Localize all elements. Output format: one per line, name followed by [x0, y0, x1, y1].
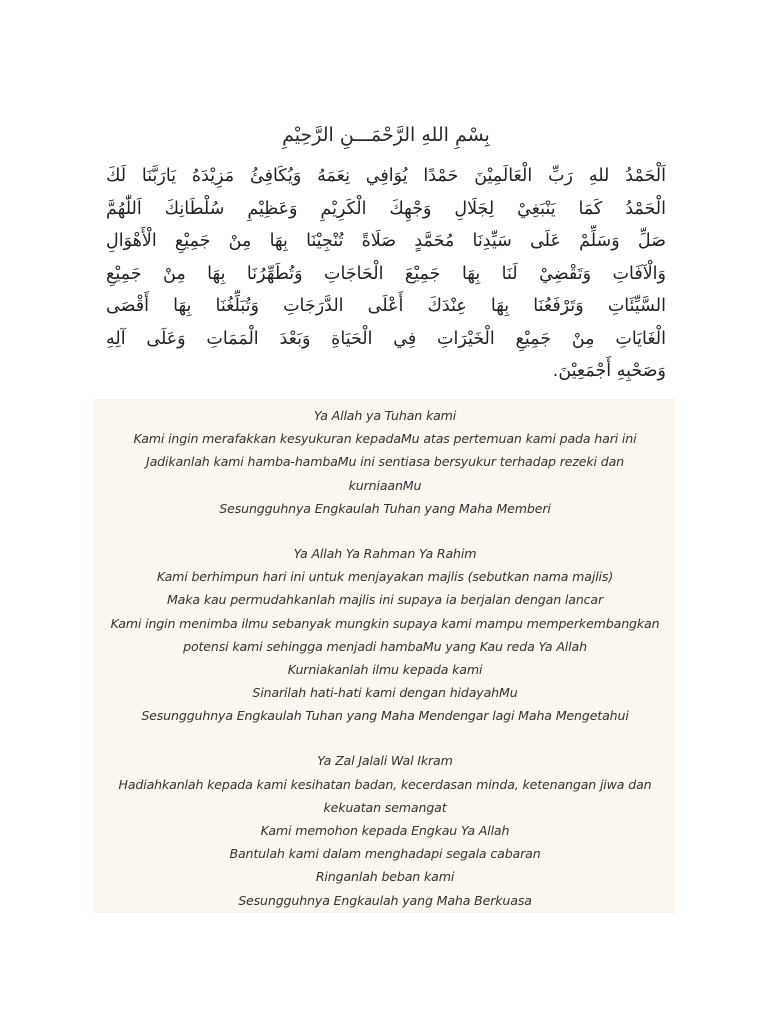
arabic-line: صَلِّ وَسَلِّمْ عَلَى سَيِّدِنَا مُحَمَّدٍ صَلَاةً تُنْجِيْنَا بِهَا مِنْ جَمِيْعِ الْأَهْوَالِ: [106, 231, 666, 251]
stanza-spacer: [94, 727, 676, 749]
basmala-heading: بِسْمِ اللهِ الرَّحْمَـــنِ الرَّحِيْمِ: [282, 124, 490, 146]
translation-line: kurniaanMu: [348, 477, 422, 493]
translation-line: Sesungguhnya Engkaulah Tuhan yang Maha Mendengar lagi Maha Mengetahui: [141, 708, 629, 724]
arabic-line: وَالْآفَاتِ وَتَقْضِيْ لَنَا بِهَا جَمِيْعَ الْحَاجَاتِ وَتُطَهِّرُنَا بِهَا مِنْ جَمِيْعِ: [106, 263, 666, 284]
stanza-2-heading: Ya Allah Ya Rahman Ya Rahim: [293, 545, 477, 561]
arabic-line: وَصَحْبِهِ أَجْمَعِيْنَ.: [552, 361, 666, 381]
translation-line: Sesungguhnya Engkaulah yang Maha Berkuasa: [238, 892, 532, 908]
stanza-spacer: [94, 520, 676, 542]
translation-line: Kami berhimpun hari ini untuk menjayakan majlis (sebutkan nama majlis): [156, 569, 614, 585]
translation-line: Maka kau permudahkanlah majlis ini supaya ia berjalan dengan lancar: [166, 592, 604, 608]
translation-line: Bantulah kami dalam menghadapi segala cabaran: [229, 846, 541, 862]
translation-line: Ringanlah beban kami: [315, 869, 455, 885]
stanza-1-heading: Ya Allah ya Tuhan kami: [313, 408, 457, 423]
translation-line: Kami ingin merafakkan kesyukuran kepadaMu atas pertemuan kami pada hari ini: [133, 431, 637, 447]
translation-line: Sinarilah hati-hati kami dengan hidayahMu: [252, 685, 518, 701]
arabic-line: اَلْحَمْدُ للهِ رَبِّ الْعَالَمِيْنَ حَمْدًا يُوَافِي نِعَمَهُ وَيُكَافِئُ مَزِيْدَهُ يَارَبَّنَا لَكَ: [106, 166, 666, 186]
translation-line: Kami memohon kepada Engkau Ya Allah: [260, 823, 510, 838]
translation-line: potensi kami sehingga menjadi hambaMu yang Kau reda Ya Allah: [183, 638, 587, 654]
translation-line: kekuatan semangat: [323, 799, 447, 815]
stanza-3-heading: Ya Zal Jalali Wal Ikram: [317, 753, 453, 769]
arabic-line: الْغَايَاتِ مِنْ جَمِيْعِ الْخَيْرَاتِ فِي الْحَيَاةِ وَبَعْدَ الْمَمَاتِ وَعَلَى آلِهِ: [106, 328, 666, 349]
arabic-line: السَّيِّئَاتِ وَتَرْفَعُنَا بِهَا عِنْدَكَ أَعْلَى الدَّرَجَاتِ وَتُبَلِّغُنَا بِهَا أَقْصَى: [106, 296, 666, 316]
translation-line: Jadikanlah kami hamba-hambaMu ini sentiasa bersyukur terhadap rezeki dan: [146, 454, 624, 470]
arabic-prayer-block: [106, 116, 666, 388]
translation-panel: [94, 399, 676, 913]
translation-line: Hadiahkanlah kepada kami kesihatan badan, kecerdasan minda, ketenangan jiwa dan: [118, 776, 652, 792]
arabic-line: الْحَمْدُ كَمَا يَنْبَغِيْ لِجَلَالِ وَجْهِكَ الْكَرِيْمِ وَعَظِيْمِ سُلْطَانِكَ اَللّٰهُمَّ: [106, 198, 666, 219]
translation-line: Kurniakanlah ilmu kepada kami: [287, 661, 483, 677]
translation-line: Kami ingin menimba ilmu sebanyak mungkin supaya kami mampu memperkembangkan: [110, 615, 660, 631]
translation-line: Sesungguhnya Engkaulah Tuhan yang Maha Memberi: [219, 500, 551, 516]
